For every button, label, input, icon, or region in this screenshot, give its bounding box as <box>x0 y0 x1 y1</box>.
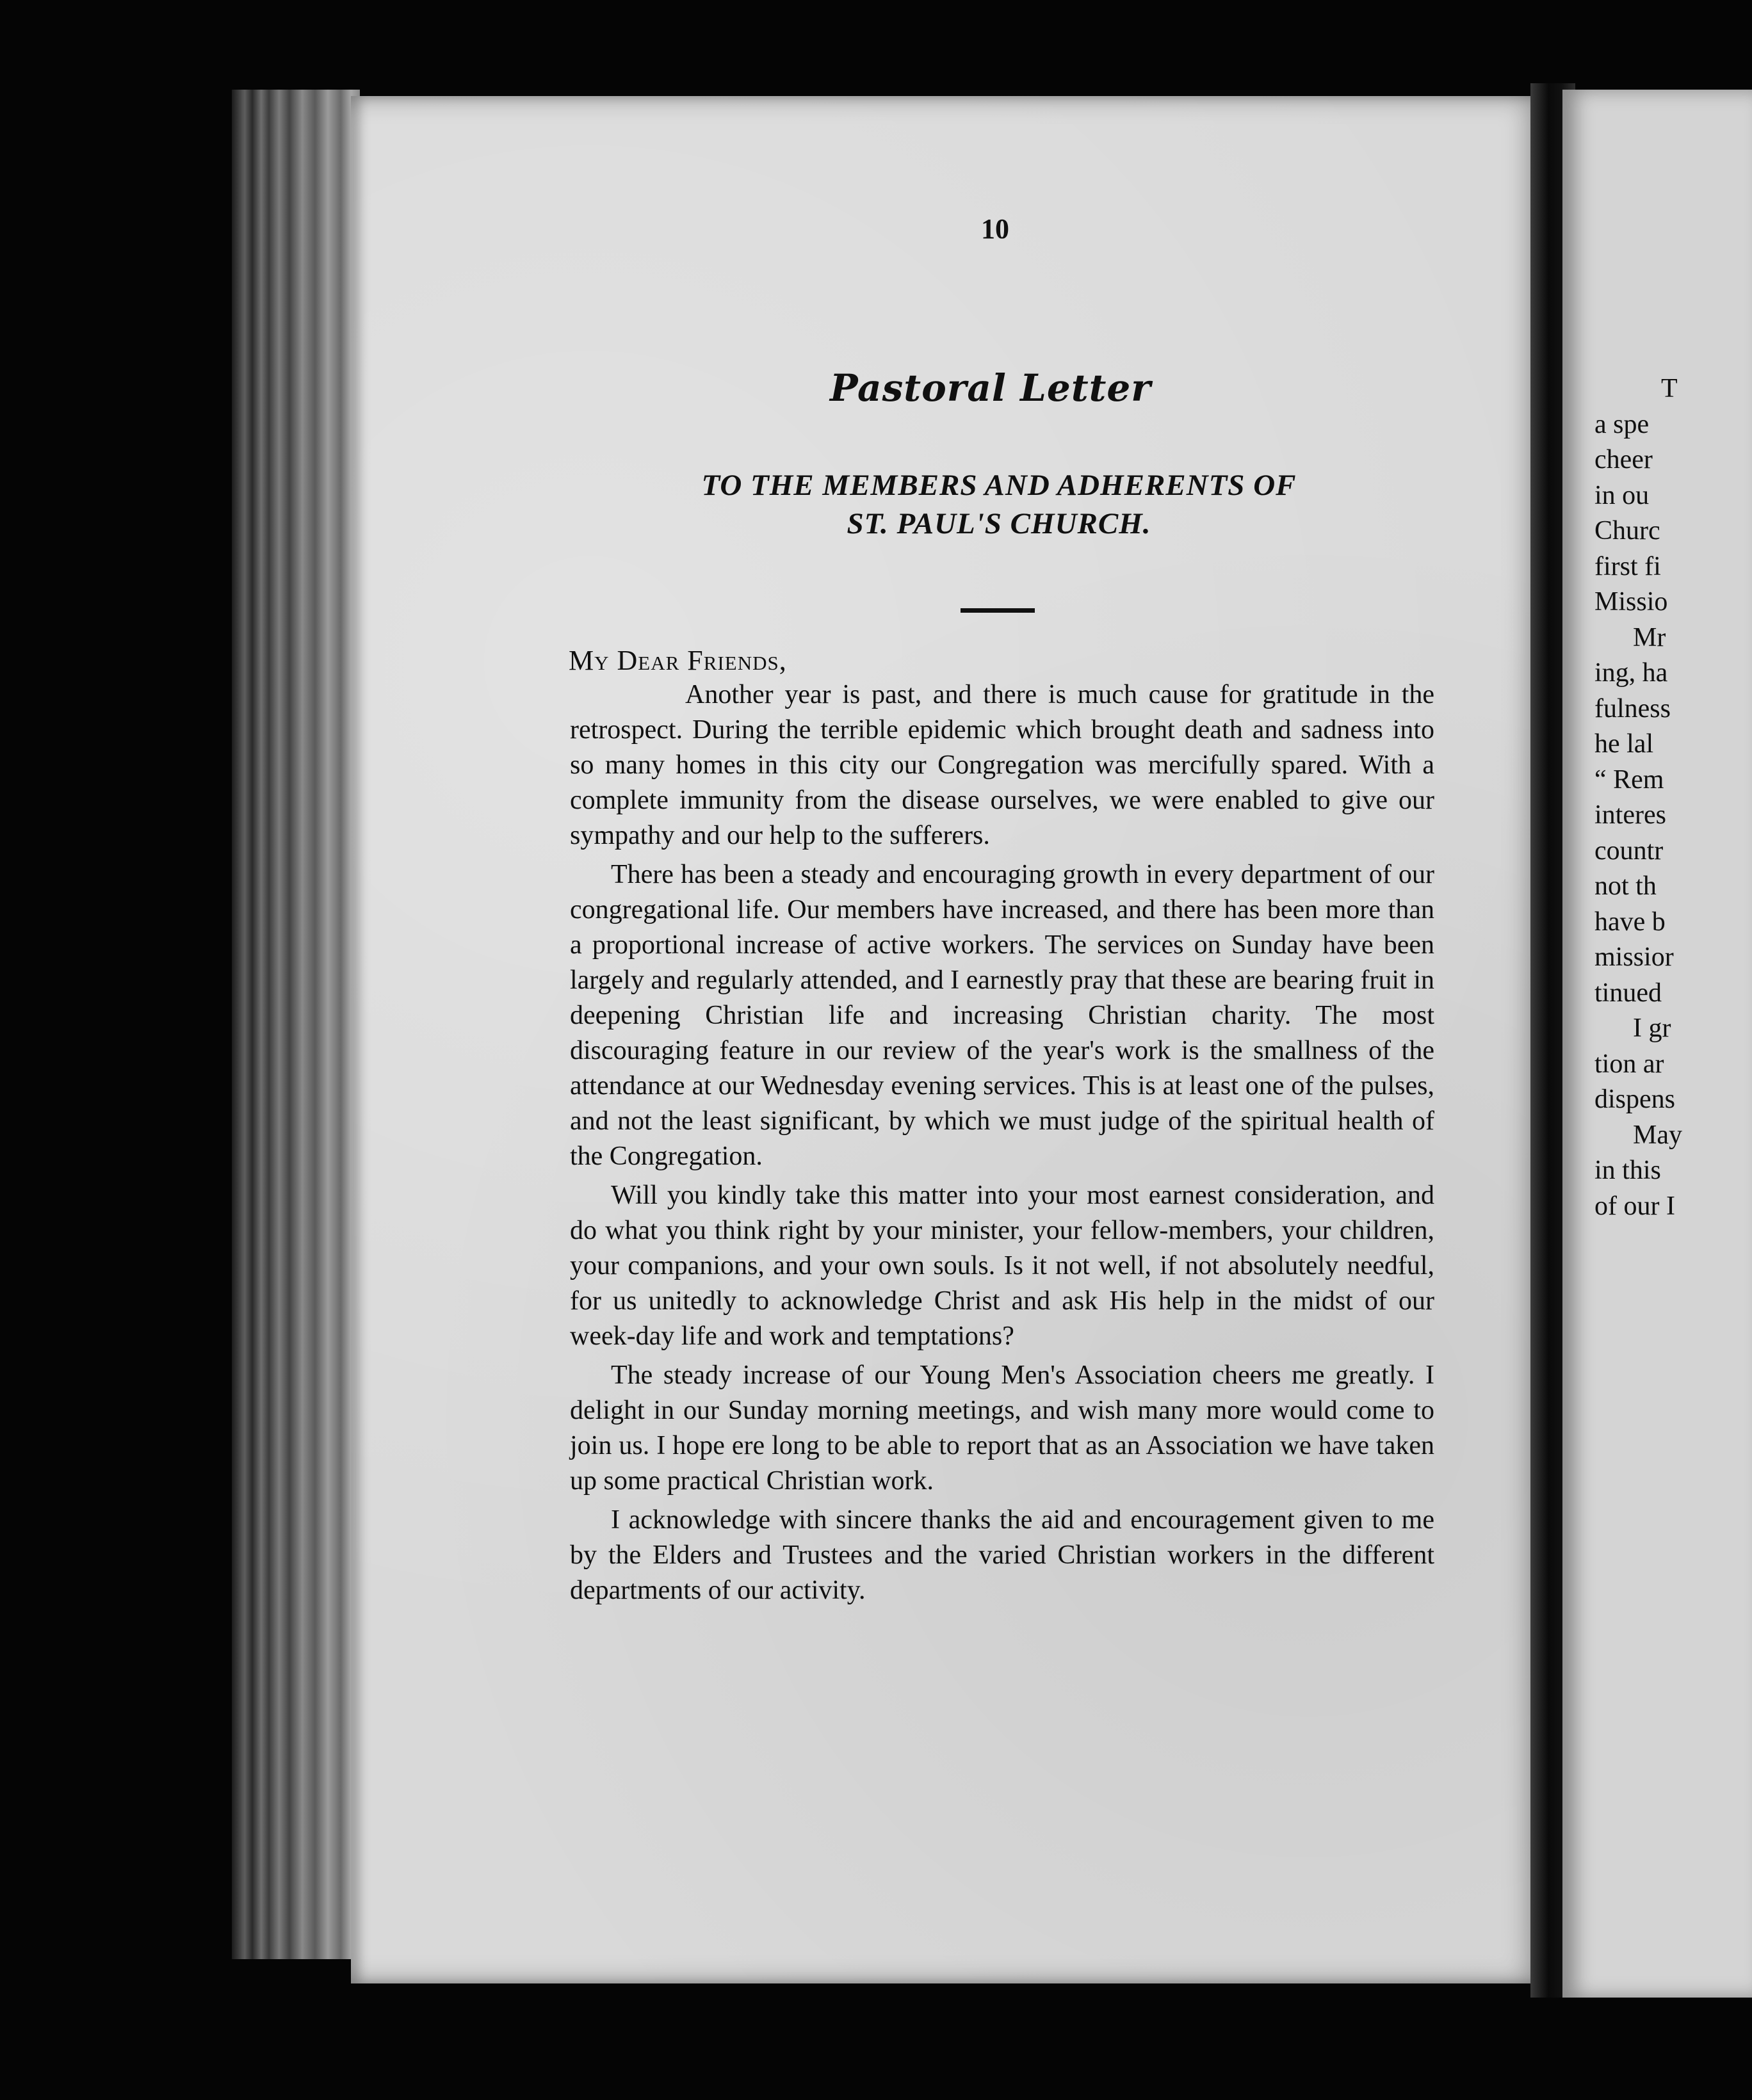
right-line: in this <box>1594 1156 1661 1185</box>
letter-body <box>570 677 1434 1612</box>
subheading-line-2: ST. PAUL'S CHURCH. <box>847 507 1151 540</box>
right-line: Missio <box>1594 587 1668 617</box>
subheading-line-1: TO THE MEMBERS AND ADHERENTS OF <box>701 469 1297 502</box>
right-line: in ou <box>1594 480 1650 510</box>
right-line: not th <box>1594 871 1657 901</box>
right-line: Mr <box>1633 622 1666 652</box>
page-number: 10 <box>981 213 1009 245</box>
paragraph: Will you kindly take this matter into your most earnest consideration, and do what you think right by your minister, your fellow-members, your children, your companions, and your own souls. Is it not well, if not absolutely needful, for us unitedly to acknowledge Christ and ask His help in the midst of our week-day life and work and temptations? <box>570 1181 1434 1351</box>
right-line: tion ar <box>1594 1049 1664 1079</box>
right-line: tinued <box>1594 978 1662 1008</box>
salutation: My Dear Friends, <box>569 645 787 676</box>
right-line: T <box>1661 374 1678 403</box>
divider-rule <box>961 608 1035 613</box>
paragraph: The steady increase of our Young Men's Association cheers me greatly. I delight in our Sunday morning meetings, and wish many more would come to join us. I hope ere long to be able to report that as an Association we have taken up some practical Christian work. <box>570 1361 1434 1496</box>
right-page-text <box>1594 371 1752 1224</box>
right-line: cheer <box>1594 445 1653 474</box>
right-line: dispens <box>1594 1085 1675 1114</box>
right-line: ing, ha <box>1594 658 1668 688</box>
right-line: of our I <box>1594 1191 1675 1221</box>
right-line: “ Rem <box>1594 764 1664 795</box>
paragraph: Another year is past, and there is much cause for gratitude in the retrospect. During the terrible epidemic which brought death and sadness into so many homes in this city our Congregation was mercifully spared. With a complete immunity from the disease ourselves, we were enabled to give our sympathy and our help to the sufferers. <box>570 680 1434 850</box>
right-line: Churc <box>1594 516 1660 545</box>
paragraph: There has been a steady and encouraging growth in every department of our congregational life. Our members have increased, and there has been more than a proportional increase of active workers. The services on Sunday have been largely and regularly attended, and I earnestly pray that these are bearing fruit in deepening Christian life and increasing Christian charity. The most discouraging feature in our review of the year's work is the smallness of the attendance at our Wednesday evening services. This is at least one of the pulses, and not the least significant, by which we must judge of the spiritual health of the Congregation. <box>570 860 1434 1171</box>
right-line: missior <box>1594 942 1674 972</box>
right-line: May <box>1633 1120 1682 1150</box>
right-line: countr <box>1594 836 1664 866</box>
right-line: I gr <box>1633 1014 1671 1043</box>
paragraph: I acknowledge with sincere thanks the aid and encouragement given to me by the Elders and Trustees and the varied Christian workers in the different departments of our activity. <box>570 1505 1434 1605</box>
right-line: he lal <box>1594 729 1654 759</box>
letter-heading: Pastoral Letter <box>830 366 1151 410</box>
right-line: a spe <box>1594 409 1650 439</box>
right-line: first fi <box>1594 551 1661 581</box>
letter-subheading <box>576 466 1422 543</box>
right-line: have b <box>1594 907 1666 937</box>
right-page <box>1562 90 1752 1998</box>
right-line: interes <box>1594 800 1666 830</box>
book-page-edges <box>232 90 360 1959</box>
right-line: fulness <box>1594 693 1671 723</box>
